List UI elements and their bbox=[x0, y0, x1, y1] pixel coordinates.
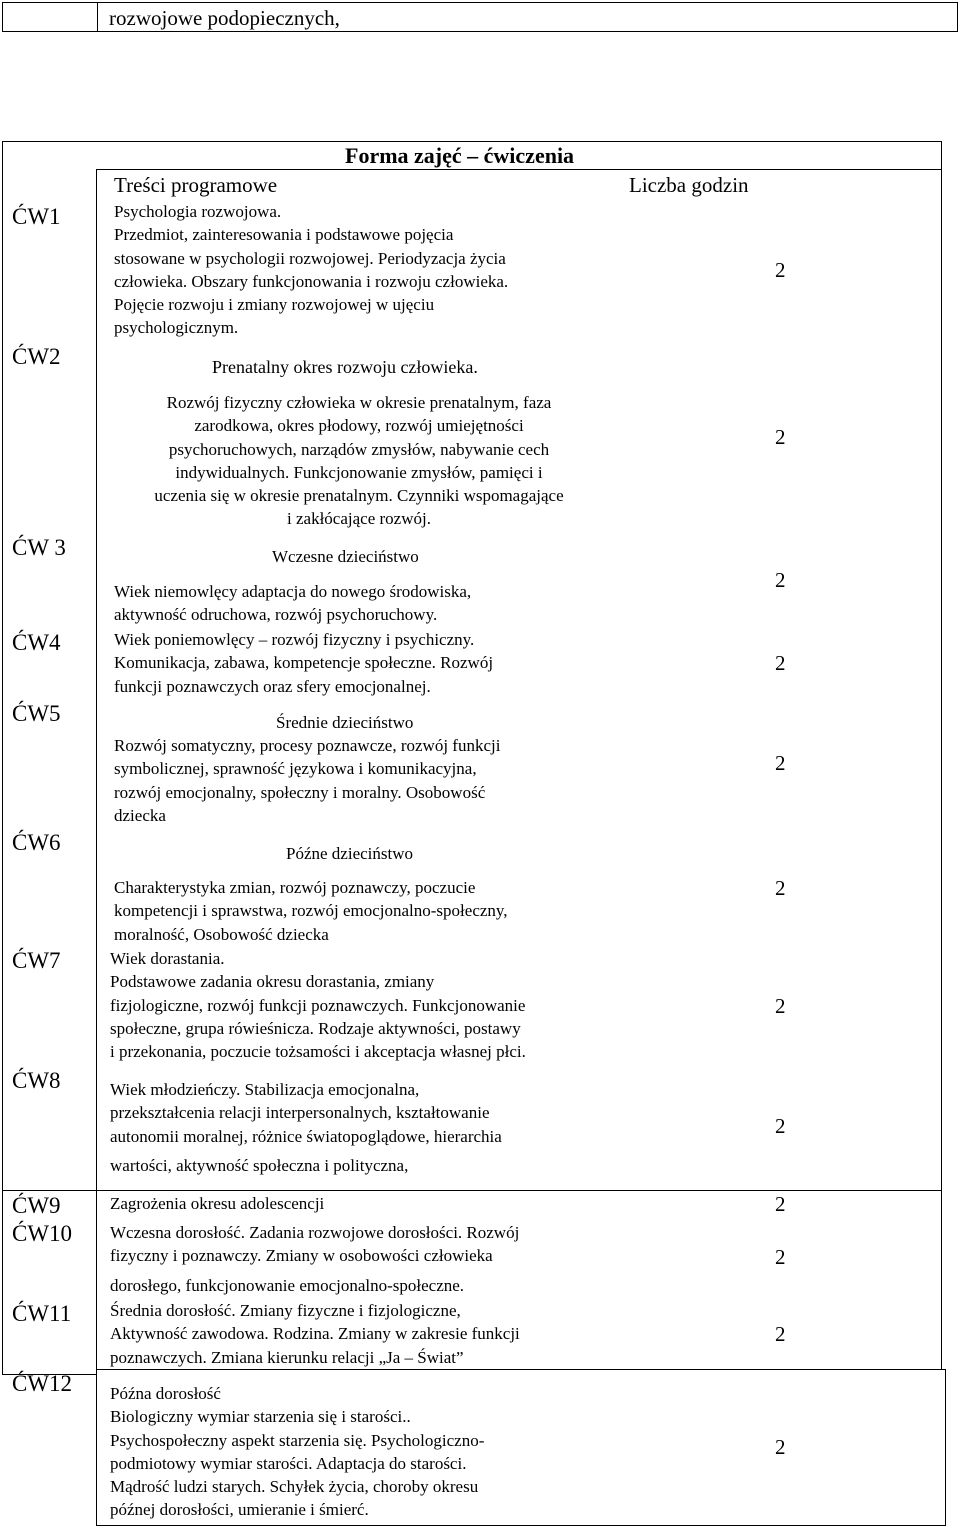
form-title: Forma zajęć – ćwiczenia bbox=[345, 143, 575, 168]
row-content-cw10 bbox=[110, 1221, 519, 1297]
row-hours-cw5: 2 bbox=[775, 751, 786, 775]
row-content-cw3 bbox=[114, 580, 471, 627]
code-column-divider bbox=[96, 169, 97, 1190]
content-line: społeczne, grupa rówieśnicza. Rodzaje aktywności, postawy bbox=[110, 1018, 521, 1038]
content-line: Rozwój somatyczny, procesy poznawcze, rozwój funkcji bbox=[114, 736, 501, 755]
content-line: fizjologiczne, rozwój funkcji poznawczych. Funkcjonowanie bbox=[110, 995, 526, 1015]
row-hours-cw10: 2 bbox=[775, 1245, 786, 1269]
content-line: Wiek dorastania. bbox=[110, 949, 225, 968]
row-code-cw3: ĆW 3 bbox=[12, 535, 66, 560]
content-line: Podstawowe zadania okresu dorastania, zmiany bbox=[110, 972, 435, 992]
row-hours-cw8: 2 bbox=[775, 1114, 786, 1138]
content-line: Wiek niemowlęcy adaptacja do nowego środowiska, bbox=[114, 582, 472, 601]
content-line: psychologicznym. bbox=[114, 318, 239, 338]
content-line: psychoruchowych, narządów zmysłów, nabywanie cech bbox=[168, 439, 550, 459]
content-line: Wiek młodzieńczy. Stabilizacja emocjonalna, bbox=[110, 1080, 420, 1099]
content-line: podmiotowy wymiar starości. Adaptacja do starości. bbox=[110, 1453, 467, 1473]
row-code-cw11: ĆW11 bbox=[12, 1301, 72, 1326]
lower-left-edge bbox=[2, 1191, 3, 1374]
row-hours-cw3: 2 bbox=[775, 568, 786, 592]
content-line: moralność, Osobowość dziecka bbox=[114, 924, 329, 944]
row-content-cw8 bbox=[110, 1078, 502, 1177]
row-code-cw9: ĆW9 bbox=[12, 1193, 61, 1218]
content-line: Późna dorosłość bbox=[110, 1384, 221, 1403]
row-content-cw1 bbox=[114, 200, 508, 340]
content-line: poznawczych. Zmiana kierunku relacji „Ja – Świat” bbox=[110, 1347, 464, 1367]
row-heading-cw3: Wczesne dzieciństwo bbox=[272, 547, 419, 566]
content-line: Przedmiot, zainteresowania i podstawowe pojęcia bbox=[114, 225, 454, 245]
row-code-cw8: ĆW8 bbox=[12, 1068, 61, 1093]
content-line: i zakłócające rozwój. bbox=[287, 509, 431, 529]
row-code-cw2: ĆW2 bbox=[12, 344, 61, 369]
content-line: zarodkowa, okres płodowy, rozwój umiejętności bbox=[194, 416, 524, 436]
content-line: Pojęcie rozwoju i zmiany rozwojowej w ujęciu bbox=[114, 295, 435, 315]
previous-row-text: rozwojowe podopiecznych, bbox=[109, 6, 340, 30]
content-line: Psychospołeczny aspekt starzenia się. Psychologiczno- bbox=[110, 1430, 485, 1450]
row-hours-cw2: 2 bbox=[775, 425, 786, 449]
content-line: dorosłego, funkcjonowanie emocjonalno-społeczne. bbox=[110, 1275, 465, 1295]
row-code-cw4: ĆW4 bbox=[12, 630, 61, 655]
row-hours-cw4: 2 bbox=[775, 651, 786, 675]
row-content-cw5 bbox=[114, 734, 500, 827]
content-line: dziecka bbox=[114, 805, 166, 825]
content-line: Mądrość ludzi starych. Schyłek życia, choroby okresu bbox=[110, 1477, 479, 1497]
row-content-cw11 bbox=[110, 1299, 520, 1369]
previous-table-row bbox=[2, 2, 958, 32]
content-line: Psychologia rozwojowa. bbox=[114, 202, 282, 221]
row-content-cw12 bbox=[110, 1382, 484, 1522]
row-code-cw10: ĆW10 bbox=[12, 1221, 73, 1246]
content-line: Rozwój fizyczny człowieka w okresie prenatalnym, faza bbox=[166, 393, 552, 412]
content-line: funkcji poznawczych oraz sfery emocjonalnej. bbox=[114, 676, 431, 696]
content-line: człowieka. Obszary funkcjonowania i rozwoju człowieka. bbox=[114, 271, 509, 291]
row-hours-cw7: 2 bbox=[775, 994, 786, 1018]
row-hours-cw11: 2 bbox=[775, 1322, 786, 1346]
content-line: Wczesna dorosłość. Zadania rozwojowe dorosłości. Rozwój bbox=[110, 1223, 520, 1242]
row-content-cw6 bbox=[114, 876, 508, 946]
content-line: autonomii moralnej, różnice światopoglądowe, hierarchia bbox=[110, 1126, 502, 1146]
content-line: stosowane w psychologii rozwojowej. Periodyzacja życia bbox=[114, 248, 506, 268]
row-code-cw1: ĆW1 bbox=[12, 204, 61, 229]
row-heading-cw5: Średnie dzieciństwo bbox=[276, 713, 414, 732]
title-row-divider bbox=[96, 169, 941, 170]
column-divider bbox=[97, 3, 98, 31]
row-heading-cw2: Prenatalny okres rozwoju człowieka. bbox=[212, 357, 478, 377]
row-hours-cw6: 2 bbox=[775, 876, 786, 900]
row-code-cw12: ĆW12 bbox=[12, 1371, 73, 1396]
content-line: rozwój emocjonalny, społeczny i moralny. Osobowość bbox=[114, 782, 486, 802]
content-line: i przekonania, poczucie tożsamości i akceptacja własnej płci. bbox=[110, 1042, 526, 1062]
row-heading-cw6: Późne dzieciństwo bbox=[286, 844, 413, 863]
content-line: Średnia dorosłość. Zmiany fizyczne i fizjologiczne, bbox=[110, 1301, 461, 1320]
row-code-cw5: ĆW5 bbox=[12, 701, 61, 726]
content-line: aktywność odruchowa, rozwój psychoruchowy. bbox=[114, 605, 438, 625]
row-hours-cw12: 2 bbox=[775, 1435, 786, 1459]
content-line: symbolicznej, sprawność językowa i komunikacyjna, bbox=[114, 759, 477, 779]
content-line: Aktywność zawodowa. Rodzina. Zmiany w zakresie funkcji bbox=[110, 1324, 520, 1344]
row-hours-cw9: 2 bbox=[775, 1192, 786, 1216]
content-line: Biologiczny wymiar starzenia się i starości.. bbox=[110, 1407, 411, 1427]
content-header: Treści programowe bbox=[114, 173, 278, 197]
content-line: kompetencji i sprawstwa, rozwój emocjonalno-społeczny, bbox=[114, 901, 508, 921]
hours-header: Liczba godzin bbox=[629, 173, 749, 197]
content-line: przekształcenia relacji interpersonalnych, kształtowanie bbox=[110, 1103, 490, 1123]
content-line: wartości, aktywność społeczna i polityczna, bbox=[110, 1155, 409, 1175]
row-hours-cw1: 2 bbox=[775, 258, 786, 282]
content-line: późnej dorosłości, umieranie i śmierć. bbox=[110, 1500, 369, 1520]
content-line: Komunikacja, zabawa, kompetencje społeczne. Rozwój bbox=[114, 653, 494, 673]
content-line: Wiek poniemowlęcy – rozwój fizyczny i psychiczny. bbox=[114, 630, 475, 649]
row-content-cw9: Zagrożenia okresu adolescencji bbox=[110, 1194, 325, 1213]
row-code-cw6: ĆW6 bbox=[12, 830, 61, 855]
lower-right-edge bbox=[941, 1191, 942, 1369]
row-content-cw4 bbox=[114, 628, 493, 698]
content-line: Charakterystyka zmian, rozwój poznawczy, poczucie bbox=[114, 878, 476, 897]
row-content-cw2 bbox=[114, 391, 604, 531]
content-line: indywidualnych. Funkcjonowanie zmysłów, pamięci i bbox=[175, 462, 543, 482]
content-line: fizyczny i poznawczy. Zmiany w osobowości człowieka bbox=[110, 1246, 493, 1266]
row-code-cw7: ĆW7 bbox=[12, 948, 61, 973]
row-content-cw7 bbox=[110, 947, 526, 1063]
content-line: uczenia się w okresie prenatalnym. Czynniki wspomagające bbox=[154, 486, 564, 506]
